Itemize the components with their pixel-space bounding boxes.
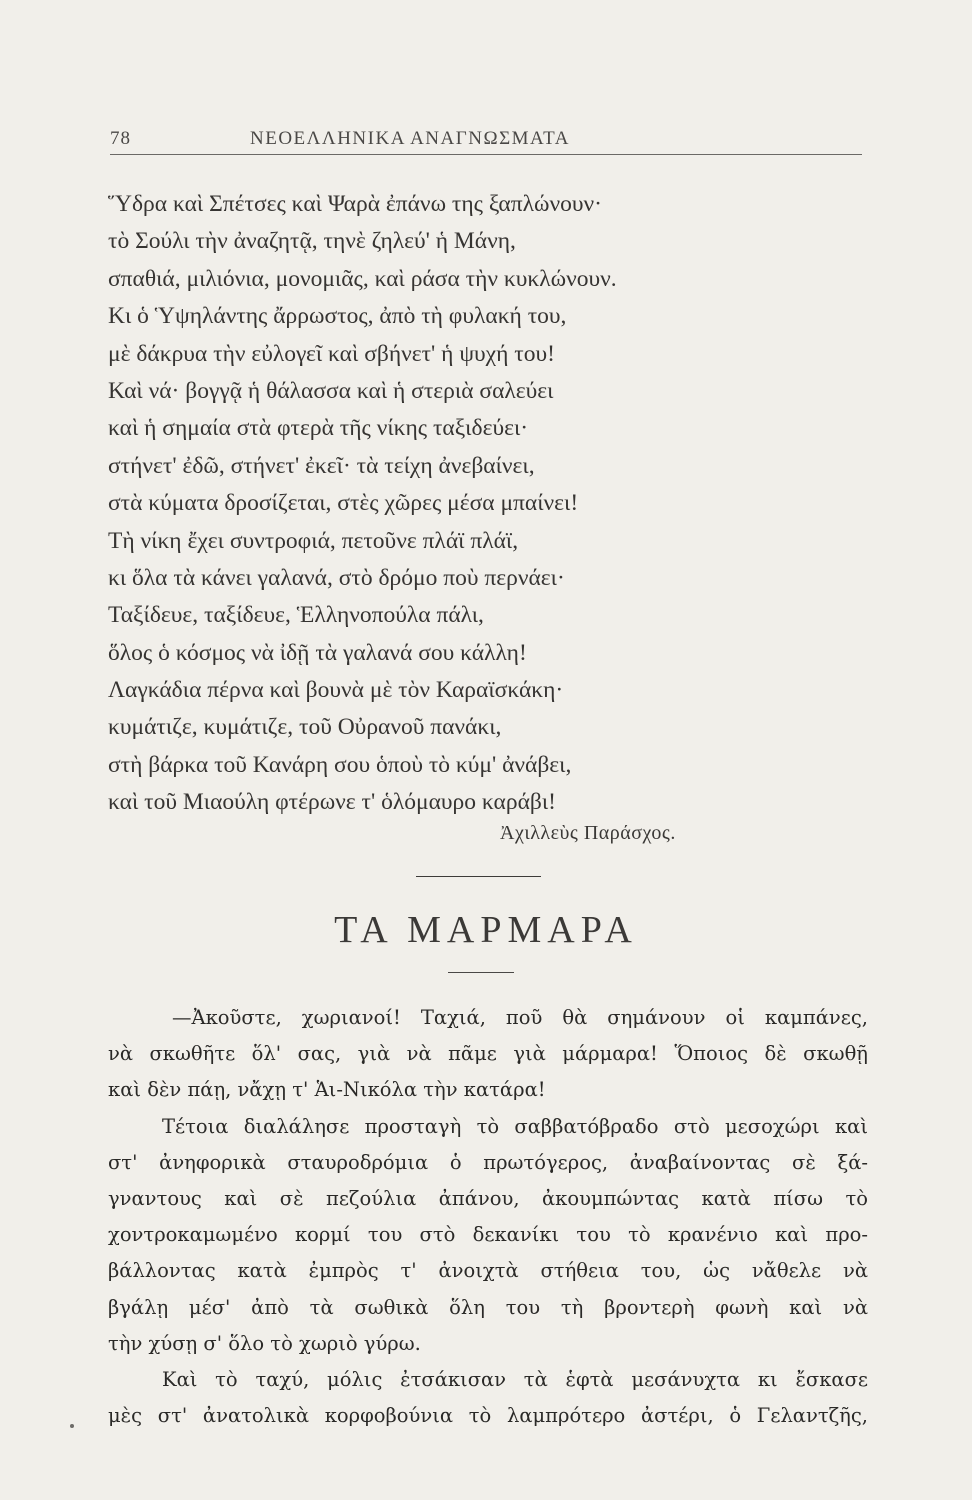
prose-line: στ' ἀνηφορικὰ σταυροδρόμια ὁ πρωτόγερος, ἀναβαίνοντας σὲ ξά- bbox=[108, 1150, 868, 1174]
margin-mark bbox=[70, 1424, 74, 1428]
prose-line: καὶ δὲν πάῃ, νἄχῃ τ' Ἁι-Νικόλα τὴν κατάρα! bbox=[108, 1078, 546, 1102]
prose-line: Καὶ τὸ ταχύ, μόλις ἐτσάκισαν τὰ ἑφτὰ μεσάνυχτα κι ἔσκασε bbox=[162, 1367, 868, 1391]
running-header bbox=[110, 128, 860, 154]
prose-line: χοντροκαμωμένο κορμί του στὸ δεκανίκι του τὸ κρανένιο καὶ προ- bbox=[108, 1223, 868, 1247]
prose-line: —Ἀκοῦστε, χωριανοί! Ταχιά, ποῦ θὰ σημάνουν οἱ καμπάνες, bbox=[172, 1006, 868, 1029]
poem-line: ὅλος ὁ κόσμος νὰ ἰδῇ τὰ γαλανά σου κάλλη! bbox=[108, 639, 527, 666]
poem-line: καὶ τοῦ Μιαούλη φτέρωνε τ' ὁλόμαυρο καράβι! bbox=[108, 789, 556, 816]
prose-line: τὴν χύσῃ σ' ὅλο τὸ χωριὸ γύρω. bbox=[108, 1331, 421, 1355]
poem-line: τὸ Σούλι τὴν ἀναζητᾷ, τηνὲ ζηλεύ' ἡ Μάνη, bbox=[108, 228, 516, 255]
prose-line: μὲς στ' ἀνατολικὰ κορφοβούνια τὸ λαμπρότερο ἀστέρι, ὁ Γελαντζῆς, bbox=[108, 1404, 868, 1428]
prose-line: βγάλῃ μέσ' ἀπὸ τὰ σωθικὰ ὅλη του τὴ βροντερὴ φωνὴ καὶ νὰ bbox=[108, 1295, 868, 1319]
prose-block bbox=[108, 1000, 868, 1434]
poem-line: Καὶ νά· βογγᾷ ἡ θάλασσα καὶ ἡ στεριὰ σαλεύει bbox=[108, 377, 554, 404]
prose-line: γναντους καὶ σὲ πεζούλια ἀπάνου, ἀκουμπώντας κατὰ πίσω τὸ bbox=[108, 1186, 868, 1210]
poem-line: καὶ ἡ σημαία στὰ φτερὰ τῆς νίκης ταξιδεύει· bbox=[108, 415, 529, 442]
poem-line: σπαθιά, μιλιόνια, μονομιᾶς, καὶ ράσα τὴν κυκλώνουν. bbox=[108, 265, 617, 292]
section-title: ΤΑ ΜΑΡΜΑΡΑ bbox=[334, 909, 638, 951]
running-title: ΝΕΟΕΛΛΗΝΙΚΑ ΑΝΑΓΝΩΣΜΑΤΑ bbox=[250, 128, 570, 149]
prose-line: νὰ σκωθῆτε ὅλ' σας, γιὰ νὰ πᾶμε γιὰ μάρμαρα! Ὅποιος δὲ σκωθῇ bbox=[108, 1042, 868, 1066]
poem-line: κυμάτιζε, κυμάτιζε, τοῦ Οὐρανοῦ πανάκι, bbox=[108, 714, 502, 741]
page-number: 78 bbox=[110, 128, 131, 149]
poem-line: Ὕδρα καὶ Σπέτσες καὶ Ψαρὰ ἐπάνω της ξαπλώνουν· bbox=[108, 191, 602, 217]
prose-line: βάλλοντας κατὰ ἐμπρὸς τ' ἀνοιχτὰ στήθεια του, ὡς νἄθελε νὰ bbox=[108, 1259, 868, 1283]
poem-line: Τὴ νίκη ἔχει συντροφιά, πετοῦνε πλάϊ πλάϊ, bbox=[108, 527, 519, 554]
title-underline-rule bbox=[448, 972, 514, 973]
poem-author: Ἀχιλλεὺς Παράσχος. bbox=[500, 822, 676, 844]
poem-line: Κι ὁ Ὑψηλάντης ἄρρωστος, ἀπὸ τὴ φυλακή του, bbox=[108, 303, 567, 330]
poem-line: κι ὅλα τὰ κάνει γαλανά, στὸ δρόμο ποὺ περνάει· bbox=[108, 564, 565, 591]
poem-line: στήνετ' ἐδῶ, στήνετ' ἐκεῖ· τὰ τείχη ἀνεβαίνει, bbox=[108, 452, 535, 479]
section-separator-rule bbox=[416, 876, 541, 877]
poem-line: στὴ βάρκα τοῦ Κανάρη σου ὁποὺ τὸ κύμ' ἀνάβει, bbox=[108, 751, 572, 778]
poem-line: Λαγκάδια πέρνα καὶ βουνὰ μὲ τὸν Καραϊσκάκη· bbox=[108, 677, 564, 704]
poem-line: Ταξίδευε, ταξίδευε, Ἑλληνοπούλα πάλι, bbox=[108, 602, 484, 629]
poem-line: στὰ κύματα δροσίζεται, στὲς χῶρες μέσα μπαίνει! bbox=[108, 490, 579, 517]
poem-line: μὲ δάκρυα τὴν εὐλογεῖ καὶ σβήνετ' ἡ ψυχή του! bbox=[108, 340, 555, 367]
prose-line: Τέτοια διαλάλησε προσταγὴ τὸ σαββατόβραδο στὸ μεσοχώρι καὶ bbox=[162, 1114, 868, 1138]
header-rule bbox=[110, 154, 862, 155]
poem-block bbox=[108, 186, 868, 822]
